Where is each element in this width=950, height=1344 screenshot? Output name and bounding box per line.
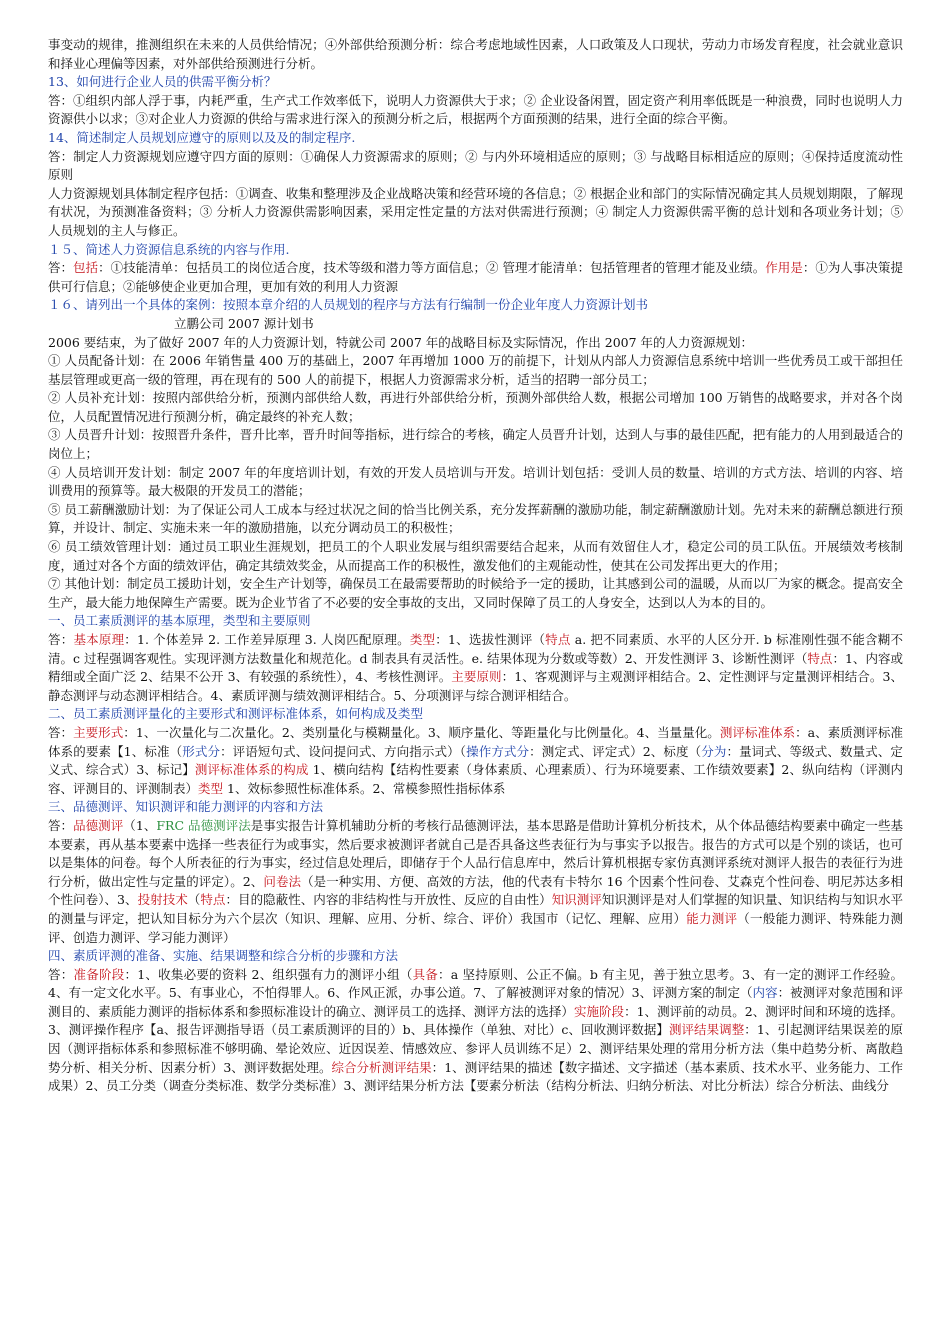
text-run: 14、简述制定人员规划应遵守的原则以及及的制定程序. (48, 129, 356, 145)
text-run: 1、效标参照性标准体系。2、常模参照性指标体系 (223, 780, 506, 796)
text-run: （ (187, 892, 201, 908)
text-run: 二、员工素质测评量化的主要形式和测评标准体系，如何构成及类型 (48, 706, 424, 722)
section-heading (48, 129, 903, 148)
text-run: ：被测评对象范围和评测目的、素质能力测评的指标体系和参照标准设计的确立、测评员工的选择、测评方法的选择） (48, 985, 903, 1019)
highlight-term: 综合分析测评结果 (331, 1059, 432, 1075)
paragraph (48, 334, 903, 353)
highlight-term: 特点 (200, 892, 226, 908)
paragraph (48, 352, 903, 389)
text-run: 1、横向结构【结构性要素（身体素质、心理素质）、行为环境要素、工作绩效要素】2、纵向结构（评测内容、评测目的、评测制表） (48, 762, 903, 796)
text-run: 事变动的规律，推测组织在未来的人员供给情况；④外部供给预测分析：综合考虑地域性因素，人口政策及人口现状，劳动力市场发育程度，社会就业意识和择业心理偏等因素，对外部供给预测进行分析。 (48, 37, 903, 71)
text-run: 2006 要结束，为了做好 2007 年的人力资源计划，特就公司 2007 年的战略目标及实际情况，作出 2007 年的人力资源规划： (48, 334, 754, 350)
text-run: 答： (48, 632, 74, 647)
paragraph (48, 426, 903, 463)
highlight-term: 知识测评 (551, 892, 602, 908)
paragraph (48, 817, 903, 947)
highlight-term: 测评标准体系 (719, 724, 796, 740)
highlight-term: 形式分 (182, 743, 221, 759)
text-run: 答：制定人力资源规划应遵守四方面的原则：①确保人力资源需求的原则；② 与内外环境相适应的原则；③ 与战略目标相适应的原则；④保持适度流动性原则 (48, 148, 903, 183)
paragraph (48, 575, 903, 612)
text-run: （1、 (123, 817, 157, 833)
text-run: ⑦ 其他计划：制定员工援助计划，安全生产计划等，确保员工在最需要帮助的时候给予一定的援助，让其感到公司的温暖，从而以厂为家的概念。提高安全生产，最大能力地保障生产需要。既为企业节省了不必要的安全事故的支出，又同时保障了员工的人身安全，达到以人为本的目的。 (48, 576, 903, 610)
section-heading (48, 947, 903, 966)
text-run: 13、如何进行企业人员的供需平衡分析？ (48, 74, 277, 90)
highlight-term: 主要原则 (451, 669, 502, 685)
paragraph (48, 389, 903, 426)
text-run: ：1. 个体差异 2. 工作差异原理 3. 人岗匹配原理。 (124, 632, 410, 647)
text-run: ：a、素质测评标准体系的要素【1、标准（ (48, 724, 903, 759)
text-run: １５、简述人力资源信息系统的内容与作用. (48, 241, 290, 257)
text-run: ④ 人员培训开发计划：制定 2007 年的年度培训计划，有效的开发人员培训与开发。培训计划包括：受训人员的数量、培训的方式方法、培训的内容、培训费用的预算等。最大极限的开发员工的潜能； (48, 464, 903, 499)
highlight-term: 作用是 (765, 260, 803, 276)
plan-title (48, 315, 903, 334)
paragraph (48, 148, 903, 185)
paragraph (48, 92, 903, 129)
text-run: ⑥ 员工绩效管理计划：通过员工职业生涯规划，把员工的个人职业发展与组织需要结合起来，从而有效留住人才，稳定公司的员工队伍。开展绩效考核制度，通过对各个方面的绩效评估，确定其绩效奖金，从而提高工作的积极性，激发他们的主观能动性，使其在公司发挥出更大的作用； (48, 539, 903, 573)
text-run: 答：①组织内部人浮于事，内耗严重，生产式工作效率低下，说明人力资源供大于求；② 企业设备闲置，固定资产利用率低既是一种浪费，同时也说明人力资源供小以求；③对企业人力资源的供给与需求进行深入的预测分析之后，根据两个方面预测的结果，进行全面的综合平衡。 (48, 92, 903, 127)
text-run: ：量词式、等级式、数量式、定义式、综合式）3、标记】 (48, 743, 903, 778)
text-run: ：1、选拔性测评（ (435, 632, 546, 647)
highlight-term: 主要形式 (73, 724, 124, 740)
text-run: a. 把不同素质、水平的人区分开. b 标准刚性强不能含糊不清。c 过程强调客观性。实现评测方法数量化和规范化。d 制表具有灵活性。e. 结果体现为分数或等数）2、开发性测评 3、诊断性测评（ (48, 632, 903, 666)
text-run: ② 人员补充计划：按照内部供给分析，预测内部供给人数，再进行外部供给分析，预测外部供给人数，根据公司增加 100 万销售的战略要求，并对各个岗位，人员配置情况进行预测分析，确定最终的补充人数； (48, 390, 903, 424)
text-run: ：1、一次量化与二次量化。2、类别量化与模糊量化。3、顺序量化、等距量化与比例量化。4、当量量化。 (123, 724, 720, 740)
highlight-term: 能力测评 (686, 910, 738, 926)
text-run: （是一种实用、方便、高效的方法，他的代表有卡特尔 16 个因素个性问卷、艾森克个性问卷、明尼苏达多相个性问卷）、3、 (48, 873, 903, 908)
text-run: １６、请列出一个具体的案例：按照本章介绍的人员规划的程序与方法有行编制一份企业年度人力资源计划书 (48, 297, 649, 313)
paragraph (48, 501, 903, 538)
highlight-term: 分为 (701, 743, 727, 759)
text-run: 是事实报告计算机辅助分析的考核行品德测评法，基本思路是借助计算机分析技术，从个体品德结构要素中确定一些基本要素，再从基本要素中选择一些表征行为或事实，然后要求被测评者就自己是否具备这些表征行为与事实予以报告。报告的方式可以是个别的谈话，也可以是集体的问卷。每个人所表征的行为事实，经过信息处理后，即储存于个人品行信息库中，然后计算机根据专家仿真测评系统对测评人报告的表征行为进行分析，做出定性与定量的评定）。2、 (48, 817, 903, 889)
text-run: ：评语短句式、设问提问式、方向指示式）（ (220, 743, 467, 759)
text-run: ：1、内容或精细或全面广泛 2、结果不公开 3、有较强的系统性），4、考核性测评。 (48, 650, 903, 685)
highlight-term: 具备 (412, 966, 439, 982)
paragraph (48, 185, 903, 241)
highlight-term: 实施阶段 (573, 1003, 625, 1019)
text-run: ① 人员配备计划：在 2006 年销售量 400 万的基础上，2007 年再增加 1000 万的前提下，计划从内部人力资源信息系统中培训一些优秀员工或干部担任基层管理或更高一级的管理，再在现有的 500 人的前提下，根据人力资源需求分析，适当的招聘一部分员工； (48, 353, 903, 387)
highlight-term: 操作方式分 (466, 743, 530, 759)
highlight-term: 类型 (198, 780, 224, 796)
text-run: ：1、测评前的动员。2、测评时间和环境的选择。3、测评操作程序【a、报告评测指导语（员工素质测评的目的）b、具体操作（单独、对比）c、回收测评数据】 (48, 1003, 903, 1038)
text-run: 答： (48, 966, 74, 982)
text-run: ⑤ 员工薪酬激励计划：为了保证公司人工成本与经过状况之间的恰当比例关系，充分发挥薪酬的激励功能，制定薪酬激励计划。先对未来的薪酬总额进行预算，并设计、制定、实施未来一年的激励措施，以充分调动员工的积极性； (48, 501, 903, 536)
text-run: ：①为人事决策提供可行信息；②能够使企业更加合理，更加有效的利用人力资源 (48, 260, 903, 294)
highlight-term: FRC 品德测评法 (156, 817, 251, 833)
highlight-term: 投射技术 (137, 892, 188, 908)
highlight-term: 特点 (545, 632, 571, 647)
section-heading (48, 73, 903, 92)
text-run: ③ 人员晋升计划：按照晋升条件，晋升比率，晋升时间等指标，进行综合的考核，确定人员晋升计划，达到人与事的最佳匹配，把有能力的人用到最适合的岗位上； (48, 427, 903, 462)
section-heading (48, 705, 903, 724)
text-run: ：测定式、评定式）2、标度（ (529, 743, 702, 759)
paragraph (48, 631, 903, 705)
text-run: 知识测评是对人们掌握的知识量、知识结构与知识水平的测量与评定，把认知目标分为六个层次（知识、理解、应用、分析、综合、评价）我国市（记忆、理解、应用） (48, 892, 903, 926)
paragraph (48, 259, 903, 296)
paragraph (48, 724, 903, 798)
highlight-term: 测评标准体系的构成 (194, 762, 309, 778)
highlight-term: 类型 (409, 632, 436, 647)
text-run: ：1、收集必要的资料 2、组织强有力的测评小组（ (124, 966, 413, 982)
text-run: 答： (48, 817, 74, 833)
text-run: ：①技能清单：包括员工的岗位适合度，技术等级和潜力等方面信息；② 管理才能清单：包括管理者的管理才能及业绩。 (98, 260, 766, 276)
paragraph (48, 538, 903, 575)
paragraph (48, 966, 903, 1096)
highlight-term: 特点 (807, 650, 833, 666)
paragraph (48, 36, 903, 73)
section-heading (48, 296, 903, 315)
text-run: ：1、引起测评结果误差的原因（测评指标体系和参照标准不够明确、晕论效应、近因误差、情感效应、参评人员训练不足）2、测评结果处理的常用分析方法（集中趋势分析、离散趋势分析、相关分析、因素分析）3、测评数据处理。 (48, 1022, 903, 1075)
highlight-term: 内容 (752, 985, 778, 1001)
section-heading (48, 241, 903, 260)
text-run: 人力资源规划具体制定程序包括：①调查、收集和整理涉及企业战略决策和经营环境的各信息；② 根据企业和部门的实际情况确定其人员规划期限，了解现有状况，为预测准备资料；③ 分析人力资源供需影响因素，采用定性定量的方法对供需进行预测；④ 制定人力资源供需平衡的总计划和各项业务计划；⑤ 人员规划的主人与修正。 (48, 185, 903, 238)
section-heading (48, 612, 903, 631)
highlight-term: 基本原理 (73, 632, 125, 647)
text-run: ：目的隐蔽性、内容的非结构性与开放性、反应的自由性） (225, 892, 552, 908)
text-run: ：1、测评结果的描述【数字描述、文字描述（基本素质、技术水平、业务能力、工作成果）2、员工分类（调查分类标准、数学分类标准）3、测评结果分析方法【要素分析法（结构分析法、归纳分析法、对比分析法）综合分析法、曲线分 (48, 1059, 903, 1094)
text-run: （一般能力测评、特殊能力测评、创造力测评、学习能力测评） (48, 910, 903, 945)
text-run: 答： (48, 260, 74, 276)
highlight-term: 准备阶段 (73, 966, 125, 982)
highlight-term: 问卷法 (263, 873, 302, 889)
text-run: 答： (48, 724, 74, 740)
highlight-term: 包括 (73, 260, 99, 276)
text-run: 四、素质评测的准备、实施、结果调整和综合分析的步骤和方法 (48, 948, 399, 964)
section-heading (48, 798, 903, 817)
text-run: 立鹏公司 2007 源计划书 (174, 315, 314, 331)
text-run: ：1、客观测评与主观测评相结合。2、定性测评与定量测评相结合。3、静态测评与动态测评相结合。4、素质评测与绩效测评相结合。5、分项测评与综合测评相结合。 (48, 669, 903, 703)
paragraph (48, 464, 903, 501)
text-run: ：a 坚持原则、公正不偏。b 有主见，善于独立思考。3、有一定的测评工作经验。4、有一定文化水平。5、有事业心，不怕得罪人。6、作风正派，办事公道。7、了解被测评对象的情况）3、评测方案的制定（ (48, 966, 903, 1001)
text-run: 一、员工素质测评的基本原理，类型和主要原则 (48, 613, 311, 629)
highlight-term: 测评结果调整 (668, 1022, 745, 1038)
highlight-term: 品德测评 (73, 817, 124, 833)
text-run: 三、品德测评、知识测评和能力测评的内容和方法 (48, 799, 324, 815)
document-page (48, 36, 903, 1096)
